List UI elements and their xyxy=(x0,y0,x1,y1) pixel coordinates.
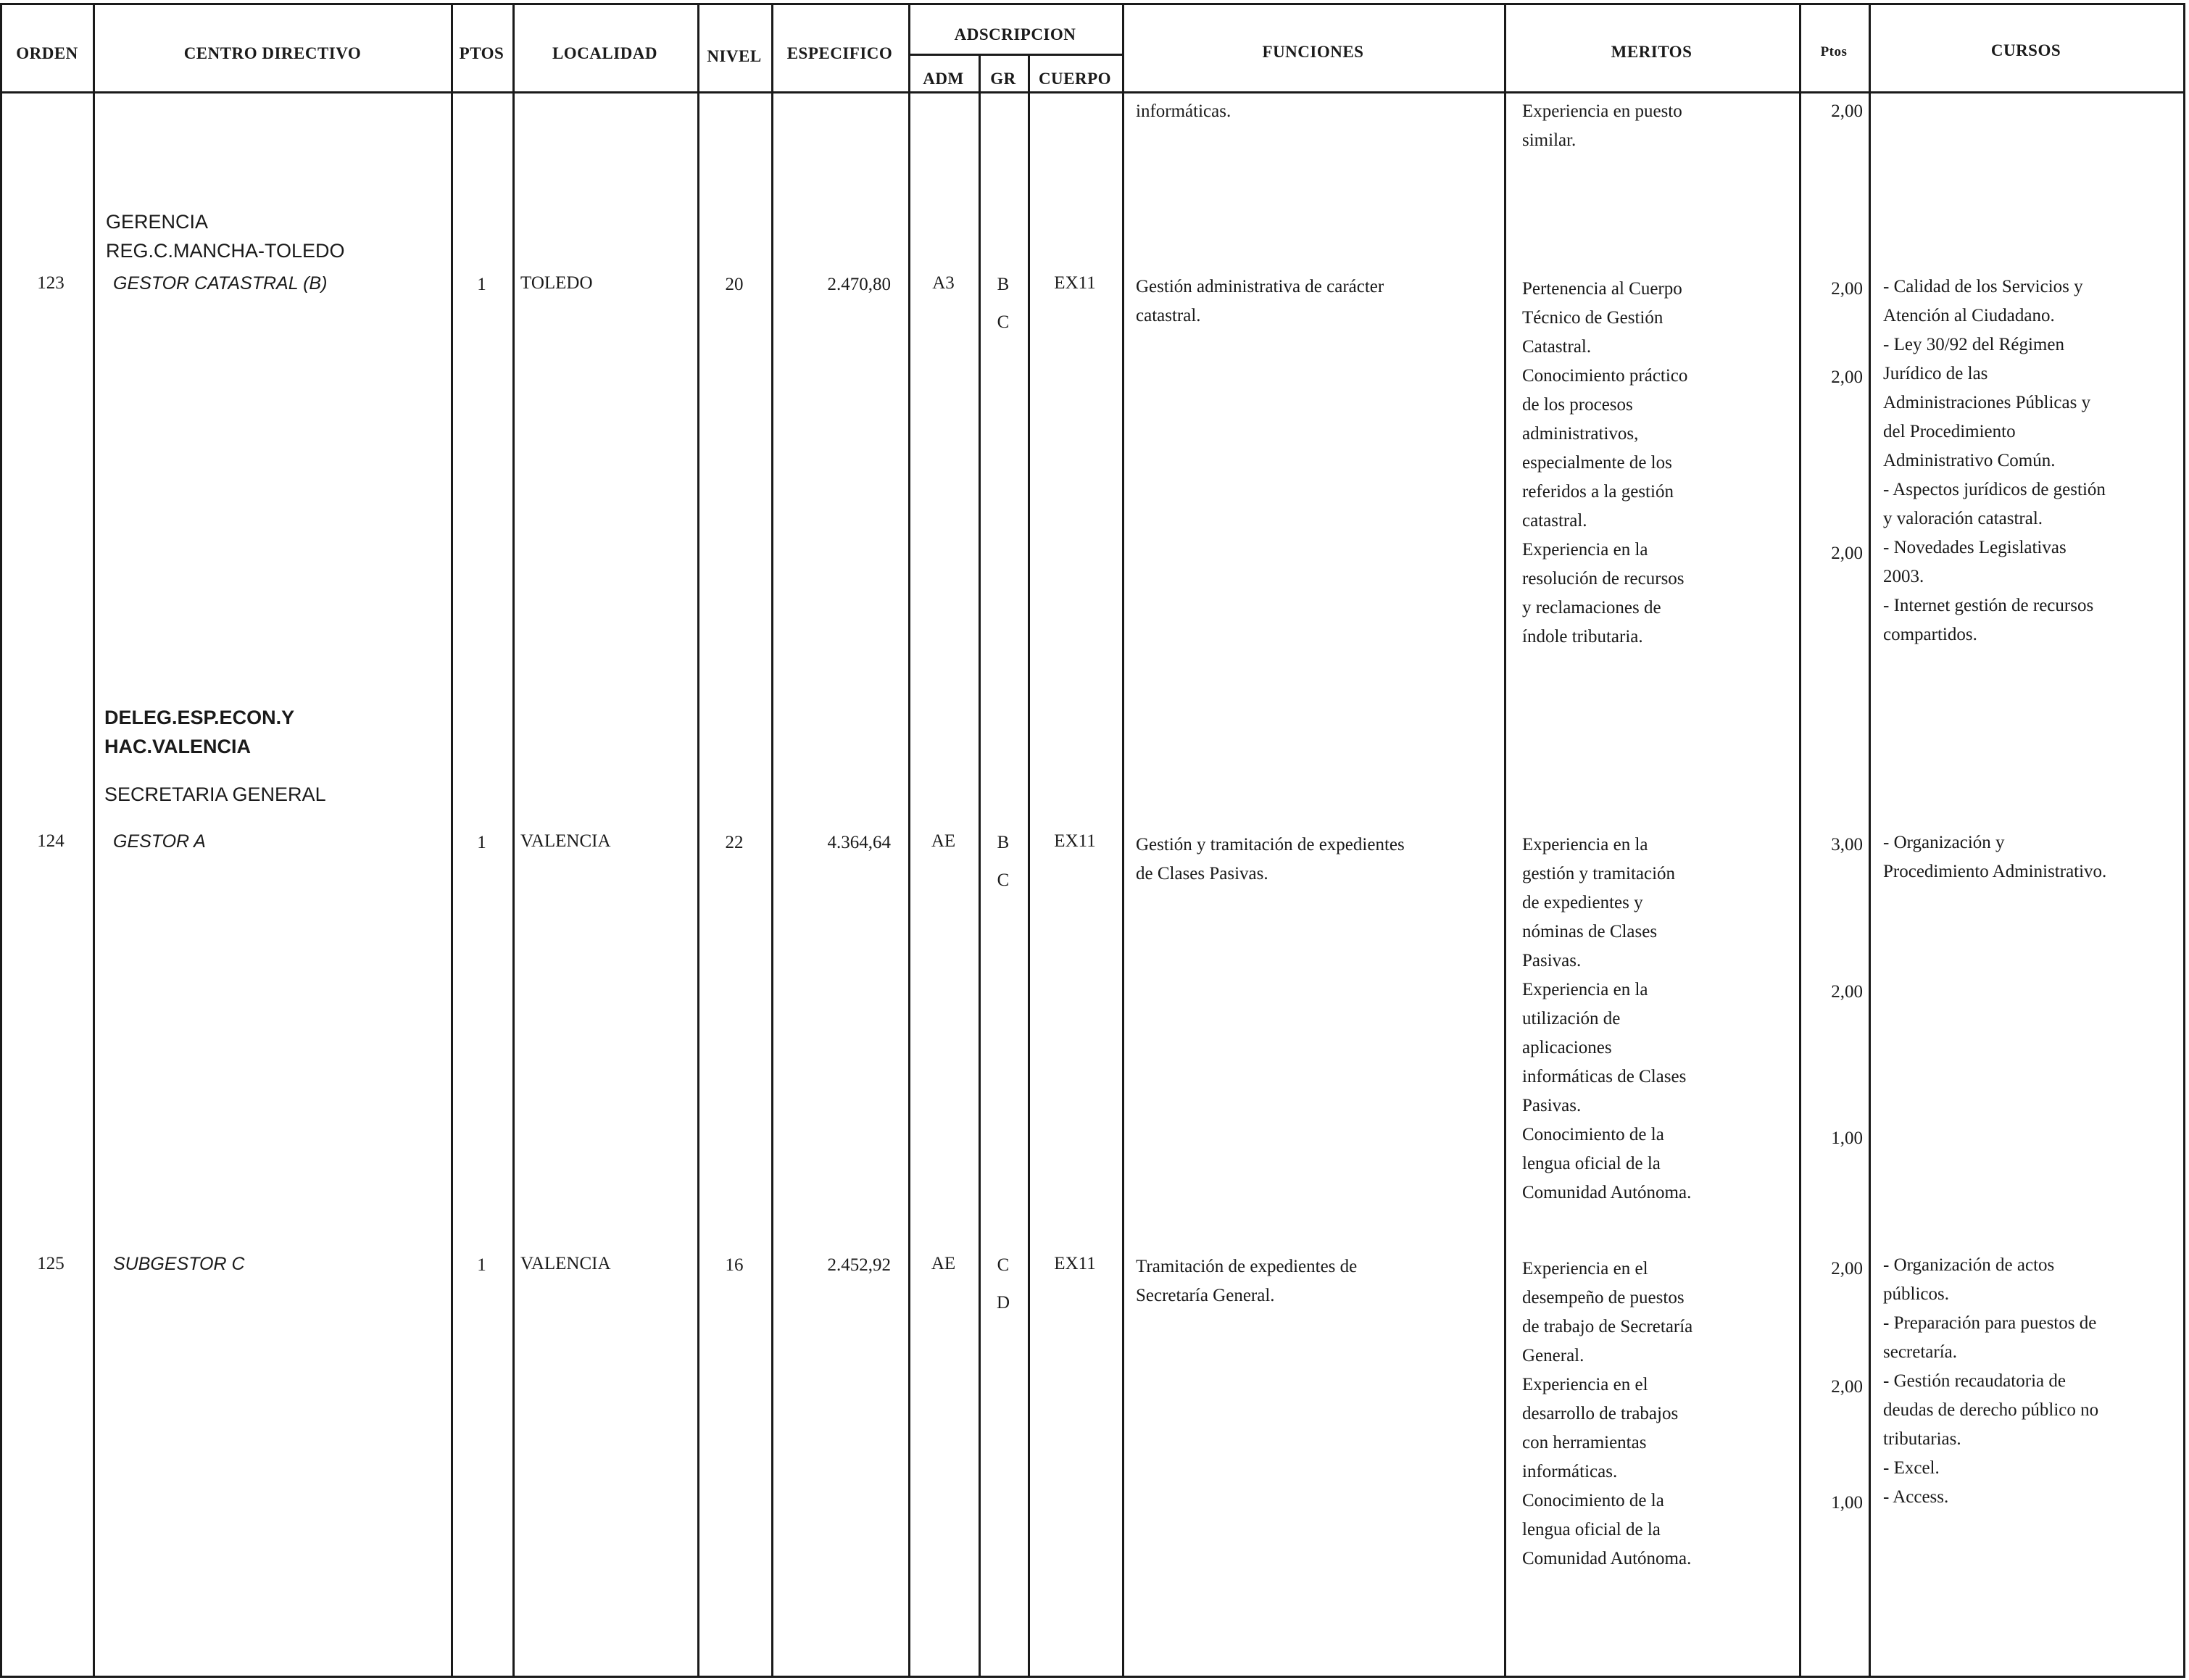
header-bottom-border xyxy=(0,91,2185,93)
row-cursos: - Organización de actos públicos. - Preparación para puestos de secretaría. - Gestión recaudatoria de deudas de derecho público no tributarias. - Excel. - Access. xyxy=(1883,1255,2099,1507)
row-orden: 125 xyxy=(37,1254,65,1273)
header-cuerpo: CUERPO xyxy=(1038,70,1112,88)
row-merito-ptos: 2,00 xyxy=(1831,982,1863,1002)
row-orden: 123 xyxy=(37,273,65,293)
row-merito-ptos: 2,00 xyxy=(1831,367,1863,387)
header-orden: ORDEN xyxy=(16,44,78,62)
row-meritos: Pertenencia al Cuerpo Técnico de Gestión Catastral. Conocimiento práctico de los procesos administrativos, especialmente de los referidos a la gestión catastral. Experiencia en la resolución de recursos y reclamaciones de índole tributaria. xyxy=(1522,279,1688,646)
row-cursos: - Organización y Procedimiento Administrativo. xyxy=(1883,833,2107,881)
row-especifico: 4.364,64 xyxy=(827,833,891,852)
group-heading: DELEG.ESP.ECON.Y xyxy=(104,707,295,728)
row-ptos: 1 xyxy=(477,275,486,294)
header-funciones: FUNCIONES xyxy=(1262,43,1364,61)
row-merito-ptos: 2,00 xyxy=(1831,544,1863,563)
table-bottom-border xyxy=(0,1676,2185,1678)
row-cuerpo: EX11 xyxy=(1054,273,1096,293)
group-heading: HAC.VALENCIA xyxy=(104,736,251,757)
row-puesto: GESTOR CATASTRAL (B) xyxy=(113,273,328,294)
row-localidad: TOLEDO xyxy=(520,273,593,293)
header-meritos: MERITOS xyxy=(1611,43,1692,61)
column-divider xyxy=(512,3,515,1677)
row-ptos: 1 xyxy=(477,1255,486,1275)
header-adscripcion: ADSCRIPCION xyxy=(954,25,1076,43)
group-subheading: SECRETARIA GENERAL xyxy=(104,783,326,805)
row-gr: C xyxy=(997,870,1010,890)
row-gr: C xyxy=(997,1255,1010,1275)
header-ptos-meritos: Ptos xyxy=(1820,44,1848,59)
row-ptos: 1 xyxy=(477,833,486,852)
row-nivel: 16 xyxy=(725,1255,744,1275)
header-nivel: NIVEL xyxy=(707,47,762,65)
row-localidad: VALENCIA xyxy=(520,1254,611,1273)
column-divider xyxy=(93,3,95,1677)
row-especifico: 2.452,92 xyxy=(827,1255,891,1275)
row-funciones: Gestión y tramitación de expedientes de Clases Pasivas. xyxy=(1136,835,1405,883)
row-nivel: 20 xyxy=(725,275,744,294)
row-adm: A3 xyxy=(932,273,955,293)
row-puesto: GESTOR A xyxy=(113,831,206,852)
row-cuerpo: EX11 xyxy=(1054,831,1096,851)
row-cuerpo: EX11 xyxy=(1054,1254,1096,1273)
row-gr: B xyxy=(997,275,1010,294)
header-ptos: PTOS xyxy=(459,44,504,62)
row-merito-ptos: 2,00 xyxy=(1831,1259,1863,1278)
column-divider xyxy=(1504,3,1506,1677)
row-meritos: Experiencia en la gestión y tramitación de expedientes y nóminas de Clases Pasivas. Experiencia en la utilización de aplicaciones informáticas de Clases Pasivas. Conocimiento de la lengua oficial de la Comunidad Autónoma. xyxy=(1522,835,1692,1202)
row-gr: D xyxy=(996,1293,1010,1313)
row-merito-ptos: 2,00 xyxy=(1831,1377,1863,1397)
column-divider xyxy=(0,3,2,1677)
header-cursos: CURSOS xyxy=(1990,41,2061,59)
row-funciones: Gestión administrativa de carácter catastral. xyxy=(1136,277,1384,325)
row-meritos: Experiencia en el desempeño de puestos de trabajo de Secretaría General. Experiencia en el desarrollo de trabajos con herramientas informáticas. Conocimiento de la lengua oficial de la Comunidad Autónoma. xyxy=(1522,1259,1693,1568)
column-divider xyxy=(1122,3,1124,1677)
row-merito-ptos: 2,00 xyxy=(1831,279,1863,299)
header-especifico: ESPECIFICO xyxy=(786,44,893,62)
header-gr: GR xyxy=(990,70,1016,88)
group-heading: REG.C.MANCHA-TOLEDO xyxy=(106,240,345,262)
column-divider xyxy=(2183,3,2185,1677)
column-divider xyxy=(1869,3,1871,1677)
header-adm: ADM xyxy=(923,70,964,88)
group-heading: GERENCIA xyxy=(106,211,209,233)
continuation-funciones: informáticas. xyxy=(1136,101,1231,121)
row-gr: C xyxy=(997,312,1010,332)
row-merito-ptos: 1,00 xyxy=(1831,1128,1863,1148)
continuation-meritos: Experiencia en puesto similar. xyxy=(1522,101,1682,150)
row-merito-ptos: 1,00 xyxy=(1831,1493,1863,1513)
row-cursos: - Calidad de los Servicios y Atención al Ciudadano. - Ley 30/92 del Régimen Jurídico de las Administraciones Públicas y del Procedimiento Administrativo Común. - Aspectos jurídicos de gestión y valoración catastral. - Novedades Legislativas 2003. - Internet gestión de recursos compartidos. xyxy=(1883,277,2106,644)
header-localidad: LOCALIDAD xyxy=(552,44,658,62)
row-adm: AE xyxy=(931,1254,956,1273)
row-puesto: SUBGESTOR C xyxy=(113,1254,245,1274)
continuation-ptos: 2,00 xyxy=(1831,101,1863,121)
row-adm: AE xyxy=(931,831,956,851)
row-orden: 124 xyxy=(37,831,65,851)
row-merito-ptos: 3,00 xyxy=(1831,835,1863,854)
row-funciones: Tramitación de expedientes de Secretaría General. xyxy=(1136,1257,1358,1305)
table-top-border xyxy=(0,3,2185,5)
row-nivel: 22 xyxy=(725,833,744,852)
row-especifico: 2.470,80 xyxy=(827,275,891,294)
row-localidad: VALENCIA xyxy=(520,831,611,851)
row-gr: B xyxy=(997,833,1010,852)
header-centro-directivo: CENTRO DIRECTIVO xyxy=(183,44,362,62)
subheader-divider xyxy=(908,54,1122,56)
